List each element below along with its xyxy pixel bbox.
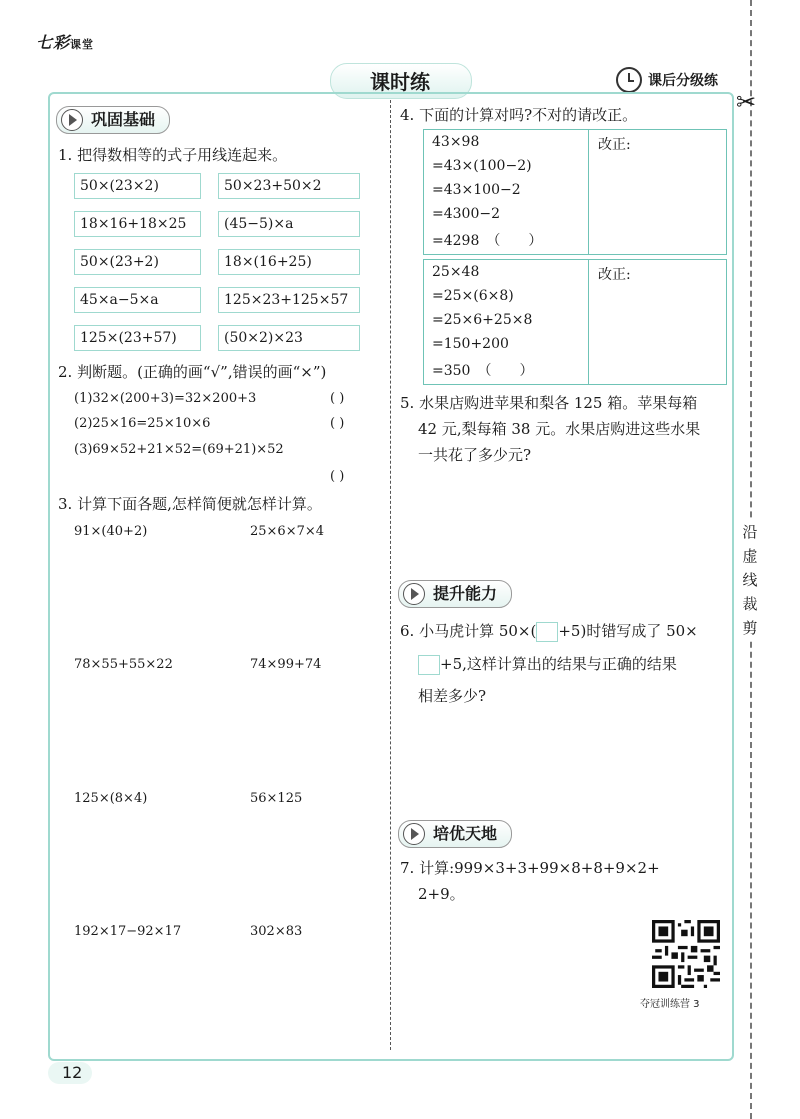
q1-left-1[interactable]: 18×16+18×25 xyxy=(74,211,201,237)
section-improve-label: 提升能力 xyxy=(433,584,498,603)
q4-calc2-line: =25×6+25×8 xyxy=(432,312,533,328)
q4-calc2-line: =150+200 xyxy=(432,336,509,352)
q3-item-7: 192×17−92×17 xyxy=(74,924,182,939)
q1-left-4[interactable]: 125×(23+57) xyxy=(74,325,201,351)
brand-logo: 七彩课堂 xyxy=(36,33,95,52)
q3-item-6: 56×125 xyxy=(250,791,303,806)
q3-text: 3. 计算下面各题,怎样简便就怎样计算。 xyxy=(58,495,322,513)
q3-item-5: 125×(8×4) xyxy=(74,791,148,806)
q6-line-2: +5,这样计算出的结果与正确的结果 xyxy=(418,654,677,675)
page-number: 12 xyxy=(62,1063,83,1082)
q4-calc2-line: =25×(6×8) xyxy=(432,288,514,304)
scissors-icon: ✂ xyxy=(736,88,757,116)
section-basic xyxy=(56,106,170,134)
play-icon xyxy=(403,823,425,845)
q4-correction-label: 改正: xyxy=(598,267,631,283)
q3-item-2: 25×6×7×4 xyxy=(250,524,325,539)
q2-item-3: (3)69×52+21×52=(69+21)×52 xyxy=(74,442,284,457)
q4-calc1-line: =4298 （ ） xyxy=(432,233,543,249)
q4-calc1-line: =43×100−2 xyxy=(432,182,521,198)
footer-note: 夺冠训练营 3 xyxy=(640,999,700,1010)
q5-line-1: 5. 水果店购进苹果和梨各 125 箱。苹果每箱 xyxy=(400,394,698,412)
q3-item-1: 91×(40+2) xyxy=(74,524,148,539)
q1-left-2[interactable]: 50×(23+2) xyxy=(74,249,201,275)
q6-blank-2[interactable] xyxy=(418,655,440,675)
q3-item-4: 74×99+74 xyxy=(250,657,322,672)
q3-item-3: 78×55+55×22 xyxy=(74,657,173,672)
q1-right-2[interactable]: 18×(16+25) xyxy=(218,249,360,275)
q5-line-2: 42 元,梨每箱 38 元。水果店购进这些水果 xyxy=(418,420,701,438)
column-divider xyxy=(390,100,391,1050)
q2-answer-1[interactable]: ( ) xyxy=(330,391,345,406)
qr-code-icon[interactable] xyxy=(652,920,720,988)
q2-item-1: (1)32×(200+3)=32×200+3 xyxy=(74,391,257,406)
q4-table-2 xyxy=(423,259,727,385)
q4-calc1-line: 43×98 xyxy=(432,134,480,150)
q2-answer-3[interactable]: ( ) xyxy=(330,469,345,484)
q4-text: 4. 下面的计算对吗?不对的请改正。 xyxy=(400,106,638,124)
q2-text: 2. 判断题。(正确的画“√”,错误的画“×”) xyxy=(58,363,327,381)
q1-left-3[interactable]: 45×a−5×a xyxy=(74,287,201,313)
q1-left-0[interactable]: 50×(23×2) xyxy=(74,173,201,199)
q7-line-1: 7. 计算:999×3+3+99×8+8+9×2+ xyxy=(400,859,660,877)
q2-item-2: (2)25×16=25×10×6 xyxy=(74,416,211,431)
q4-calc2-line: 25×48 xyxy=(432,264,480,280)
play-icon xyxy=(403,583,425,605)
section-basic-label: 巩固基础 xyxy=(91,110,156,129)
q4-table-1 xyxy=(423,129,727,255)
clock-icon xyxy=(616,67,642,93)
cut-label: 沿虚线裁剪 xyxy=(738,520,762,640)
section-improve xyxy=(398,580,512,608)
q6-line-1: 6. 小马虎计算 50×( +5)时错写成了 50× xyxy=(400,622,698,640)
q1-right-3[interactable]: 125×23+125×57 xyxy=(218,287,360,313)
q6-line-3: 相差多少? xyxy=(418,687,487,705)
subtitle-tag: 课后分级练 xyxy=(648,73,718,89)
play-icon xyxy=(61,109,83,131)
section-excel-label: 培优天地 xyxy=(433,824,498,843)
q5-line-3: 一共花了多少元? xyxy=(418,446,532,464)
q4-correction-label: 改正: xyxy=(598,137,631,153)
q7-line-2: 2+9。 xyxy=(418,885,465,903)
q1-right-1[interactable]: (45−5)×a xyxy=(218,211,360,237)
q2-answer-2[interactable]: ( ) xyxy=(330,416,345,431)
q1-text: 1. 把得数相等的式子用线连起来。 xyxy=(58,146,288,164)
q6-blank-1[interactable] xyxy=(536,622,558,642)
page-title: 课时练 xyxy=(370,70,430,94)
section-excel xyxy=(398,820,512,848)
q4-calc2-line: =350 （ ） xyxy=(432,363,534,379)
q1-right-0[interactable]: 50×23+50×2 xyxy=(218,173,360,199)
q3-item-8: 302×83 xyxy=(250,924,303,939)
q4-calc1-line: =4300−2 xyxy=(432,206,500,222)
q4-calc1-line: =43×(100−2) xyxy=(432,158,532,174)
q1-right-4[interactable]: (50×2)×23 xyxy=(218,325,360,351)
